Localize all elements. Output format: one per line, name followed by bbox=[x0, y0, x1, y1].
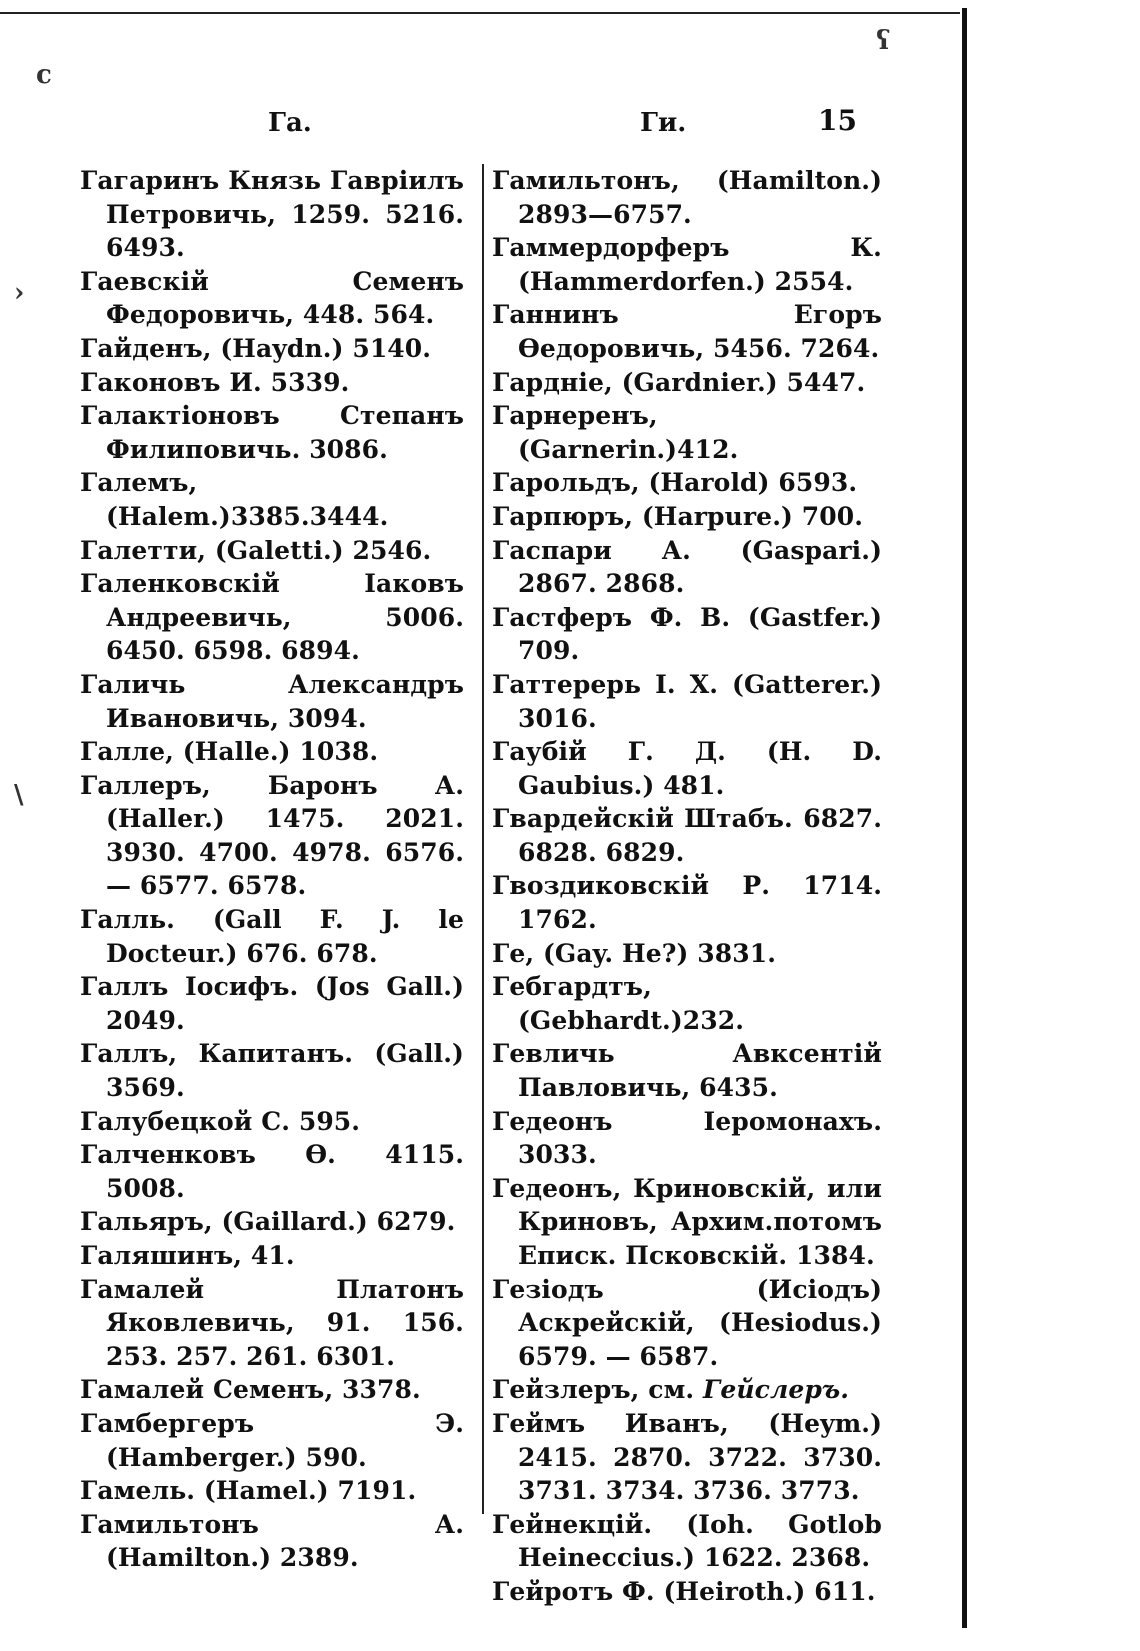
index-entry: Галлеръ, Баронъ А. (Haller.) 1475. 2021. 3930. 4700. 4978. 6576. — 6577. 6578. bbox=[80, 770, 464, 901]
index-entry: Гаубій Г. Д. (H. D. Gaubius.) 481. bbox=[492, 737, 882, 800]
index-entry: Гарольдъ, (Harold) 6593. bbox=[492, 468, 858, 498]
index-entry: Гаспари А. (Gaspari.) 2867. 2868. bbox=[492, 535, 882, 599]
index-entry: Гарнеренъ, (Garnerin.)412. bbox=[492, 401, 739, 464]
running-head-right: Ги. bbox=[640, 108, 687, 138]
index-entry: Галактіоновъ Степанъ Филиповичь. 3086. bbox=[80, 401, 464, 464]
index-entry: Гарпюръ, (Harpure.) 700. bbox=[492, 501, 864, 531]
index-entry: Галяшинъ, 41. bbox=[80, 1241, 295, 1270]
index-entry: Гебгардтъ, (Gebhardt.)232. bbox=[492, 972, 745, 1035]
index-entry: Гедеонъ, Криновскій, или Криновъ, Архим.потомъ Еписк. Псковскій. 1384. bbox=[492, 1173, 882, 1270]
index-entry: Гейротъ Ф. (Heiroth.) 611. bbox=[492, 1576, 876, 1606]
index-entry: Гамалей Платонъ Яковлевичь, 91. 156. 253. 257. 261. 6301. bbox=[80, 1274, 464, 1371]
page-right-edge bbox=[962, 8, 981, 1628]
index-entry: Ганнинъ Егоръ Ѳедоровичь, 5456. 7264. bbox=[492, 300, 882, 363]
index-entry: Гвардейскій Штабъ. 6827. 6828. 6829. bbox=[492, 804, 882, 867]
page-top-edge bbox=[0, 0, 960, 14]
column-divider bbox=[482, 164, 484, 1514]
left-column bbox=[80, 164, 464, 1575]
page-number: 15 bbox=[818, 104, 857, 137]
index-entry: Галубецкой С. 595. bbox=[80, 1106, 361, 1136]
index-entry: Галенковскій Іаковъ Андреевичь, 5006. 6450. 6598. 6894. bbox=[80, 569, 464, 666]
index-entry: Галле, (Halle.) 1038. bbox=[80, 737, 379, 767]
index-entry: Гвоздиковскій Р. 1714. 1762. bbox=[492, 871, 882, 935]
index-entry: Гейнекцій. (Ioh. Gotlob Heineccius.) 1622. 2368. bbox=[492, 1509, 882, 1573]
index-entry: Гайденъ, (Haydn.) 5140. bbox=[80, 333, 432, 363]
index-entry: Ге, (Gay. He?) 3831. bbox=[492, 938, 777, 968]
index-entry: Гамалей Семенъ, 3378. bbox=[80, 1375, 421, 1405]
index-entry: Гальяръ, (Gaillard.) 6279. bbox=[80, 1207, 456, 1237]
margin-speck: › bbox=[14, 278, 25, 308]
index-entry: Гамбергеръ Э. (Hamberger.) 590. bbox=[80, 1408, 464, 1472]
index-entry: Гардніе, (Gardnier.) 5447. bbox=[492, 367, 866, 397]
index-entry: Гагаринъ Князь Гавріилъ Петровичь, 1259. 5216. 6493. bbox=[80, 166, 464, 263]
index-entry: Галемъ,(Halem.)3385.3444. bbox=[80, 468, 389, 531]
index-entry: Галичь Александръ Ивановичь, 3094. bbox=[80, 669, 464, 733]
index-entry: Гаммердорферъ К. (Hammerdorfen.) 2554. bbox=[492, 233, 882, 296]
margin-speck: ϲ bbox=[36, 60, 52, 90]
index-entry: Галетти, (Galetti.) 2546. bbox=[80, 535, 432, 565]
index-entry: Гезіодъ (Исіодъ) Аскрейскій, (Hesiodus.) 6579. — 6587. bbox=[492, 1274, 882, 1371]
index-entry: Гаевскій Семенъ Федоровичь, 448. 564. bbox=[80, 266, 464, 330]
index-entry: Гевличь Авксентій Павловичь, 6435. bbox=[492, 1039, 882, 1103]
index-entry: Геймъ Иванъ, (Heym.) 2415. 2870. 3722. 3730. 3731. 3734. 3736. 3773. bbox=[492, 1408, 882, 1506]
margin-speck: \ bbox=[14, 780, 24, 810]
index-entry: Гамильтонъ А. (Hamilton.) 2389. bbox=[80, 1509, 464, 1573]
entry-text: Гейзлеръ, см. bbox=[492, 1375, 704, 1405]
index-entry: Гаттерерь І. Х. (Gatterer.) 3016. bbox=[492, 669, 882, 733]
index-entry: Галченковъ Ѳ. 4115. 5008. bbox=[80, 1140, 464, 1203]
index-entry: Гастферъ Ф. В. (Gastfer.) 709. bbox=[492, 602, 882, 666]
index-entry: Галлъ, Капитанъ. (Gall.) 3569. bbox=[80, 1039, 464, 1103]
index-entry: Гамильтонъ, (Hamilton.) 2893—6757. bbox=[492, 166, 882, 229]
index-entry: Галль. (Gall F. J. le Docteur.) 676. 678. bbox=[80, 905, 464, 968]
running-head-left: Га. bbox=[268, 108, 312, 138]
index-entry: Галлъ Іосифъ. (Jos Gall.) 2049. bbox=[80, 972, 464, 1035]
index-entry: Гаконовъ И. 5339. bbox=[80, 367, 350, 397]
index-entry bbox=[492, 1373, 882, 1407]
cross-reference: Гейслеръ. bbox=[703, 1375, 850, 1405]
margin-speck: ʕ bbox=[876, 26, 891, 56]
index-entry: Гамель. (Hamel.) 7191. bbox=[80, 1476, 417, 1506]
index-entry: Гедеонъ Іеромонахъ. 3033. bbox=[492, 1106, 882, 1170]
right-column bbox=[492, 164, 882, 1609]
